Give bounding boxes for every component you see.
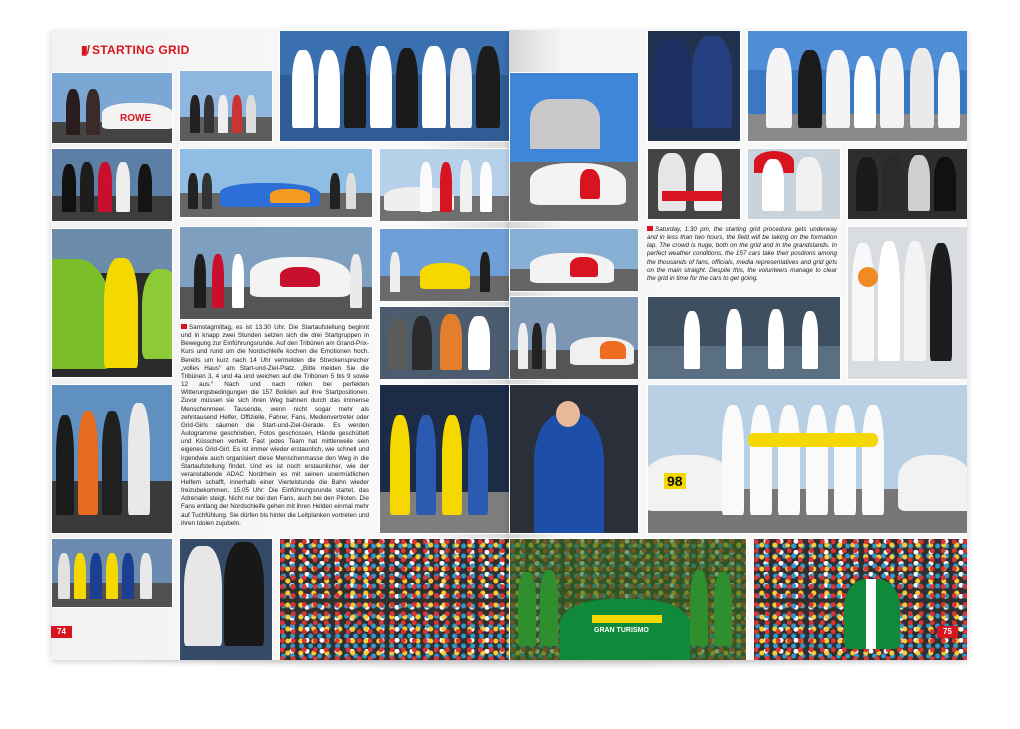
page-number-right: 75 <box>937 626 958 638</box>
photo-yellow-grid-girls <box>379 384 509 534</box>
left-page <box>51 30 509 660</box>
photo-gran-turismo-crew <box>509 538 747 660</box>
photo-drivers-waving-grandstand <box>647 296 841 380</box>
photo-two-grid-girls <box>647 148 741 220</box>
photo-green-car-crowd <box>753 538 967 660</box>
photo-mechanic-blue-suit <box>509 384 639 534</box>
photo-team-polo-shirts <box>279 30 509 142</box>
gran-turismo-sign: GRAN TURISMO <box>594 627 649 634</box>
right-page <box>509 30 967 660</box>
photo-drivers-helmets <box>379 306 509 380</box>
page-number-left: 74 <box>51 626 72 638</box>
car-number: 98 <box>664 473 686 489</box>
rowe-sign: ROWE <box>120 113 152 124</box>
photo-two-drivers-falken <box>179 538 273 660</box>
photo-drivers-white-car <box>379 148 509 222</box>
photo-crowded-grid-aerial <box>279 538 509 660</box>
photo-white-red-car <box>509 228 639 292</box>
photo-umbrella-girls <box>747 148 841 220</box>
photo-team-grid-1 <box>179 70 273 142</box>
photo-grid-girls-rowe <box>51 72 173 144</box>
german-article-text <box>181 324 369 534</box>
photo-grid-orange-car <box>509 296 639 380</box>
paragraph-marker-icon <box>181 324 187 329</box>
german-paragraph: Samstagmittag, es ist 13.30 Uhr. Die Startaufstellung beginnt und in knapp zwei Stunden setzen sich die drei Startgruppen in Bewegung zur Einführungsrunde. Auf den Tribünen am Grand-Prix-Kurs und rund um die Nordschleife kochen die Emotionen hoch. Bereits um kurz nach 14 Uhr vermelden die Streckensprecher „volles Haus“ am Start-und-Ziel-Platz. „Bitte meiden Sie die Tribünen 3, 4 und 4a und weichen auf die Tribünen 5 bis 9 sowie 12 aus.“ Nach und nach rollen bei perfekten Witterungsbedingungen die 157 Boliden auf ihre Startpositionen. Zuvor müssen sie sich ihren Weg bahnen durch das immense Menschenmeer. Tausende, wenn nicht sogar mehr als zehntausend Helfer, Offizielle, Fahrer, Fans, Medienvertreter oder Grid-Girls säumen die Start-und-Ziel-Gerade. Es werden Autogramme geschrieben, Fotos geschossen, Hände geschüttelt und Küsschen verteilt. Fast jedes Team hat mittlerweile sein eigenes Grid-Girl. Es ist immer wieder erstaunlich, wie schnell und irgendwie auch organisiert diese Menschenmasse den Weg in die Startaufstellung findet. Und es ist noch erstaunlicher, wie der veranstaltende ADAC Nordrhein es mit seinen unermüdlichen Helfern schafft, innerhalb einer Viertelstunde die Bahn wieder freizubekommen. 15.05 Uhr: Die Einführungsrunde startet, das Adrenalin steigt. Nicht nur bei den Fans, auch bei den Piloten. Die Fans entlang der Nordschleife gehen mit ihren Helden einmal mehr auf Tuchfühlung. Sie dürfen bis hinter die Leitplanken vortreten und ihren Idolen zujubeln. <box>181 324 369 527</box>
photo-start-finish-tower <box>509 72 639 222</box>
photo-grid-umbrella <box>179 226 373 320</box>
photo-grid-group-dark <box>51 148 173 222</box>
photo-couple-bmw <box>647 30 741 142</box>
section-header <box>81 43 190 57</box>
section-title: STARTING GRID <box>91 43 190 57</box>
photo-yellow-suit-driver <box>51 228 173 378</box>
photo-blue-car-team <box>179 148 373 218</box>
photo-drivers-dark-suits <box>847 148 967 220</box>
english-paragraph: Saturday, 1.30 pm, the starting grid procedure gets underway and in less than two hours, the field will be taking on the formation lap. The crowd is huge, both on the grid and in the grandstands. In perfect weather conditions, the 157 cars take their positions among the thousands of fans, officials, media representatives and grid girls on the main straight. Despite this, the volunteers manage to clear the grid in time for the cars to get going. <box>647 226 837 282</box>
paragraph-marker-icon-en <box>647 226 653 231</box>
photo-yellow-bmw <box>379 228 509 302</box>
photo-drivers-grid-girl <box>51 384 173 534</box>
photo-rowe-team-lineup <box>647 384 967 534</box>
english-article-text <box>647 226 837 290</box>
section-marker-icon: ▮/ <box>81 43 89 57</box>
photo-drivers-white-suits-orange <box>847 226 967 380</box>
photo-team-lineup <box>51 538 173 608</box>
photo-mercedes-amg-drivers <box>747 30 967 142</box>
